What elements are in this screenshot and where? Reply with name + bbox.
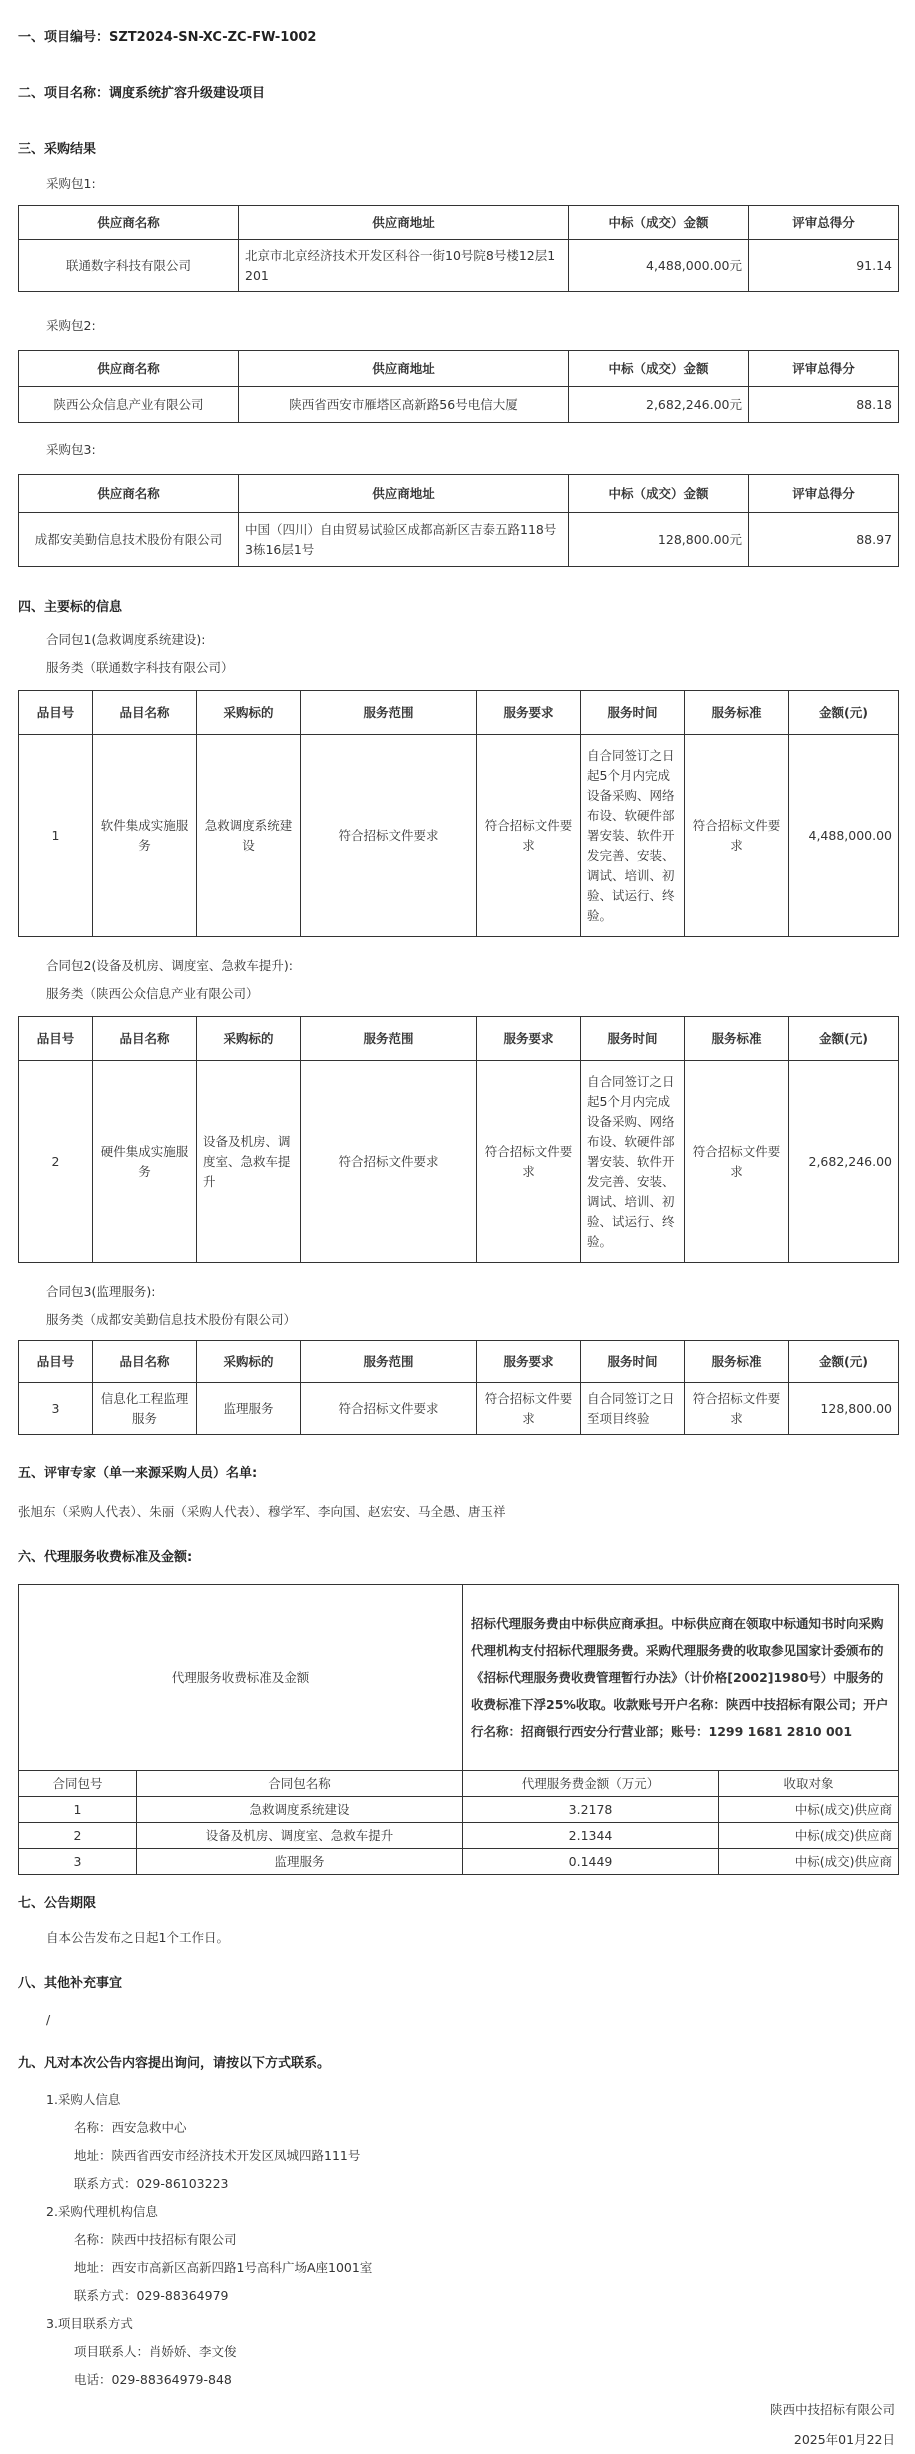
bid-amount: 128,800.00元 — [569, 513, 749, 567]
col-score: 评审总得分 — [749, 206, 899, 240]
package-2-table — [18, 350, 899, 423]
supplier-address: 陕西省西安市雁塔区高新路56号电信大厦 — [239, 387, 569, 423]
contract-2-label: 合同包2(设备及机房、调度室、急救车提升): — [46, 958, 293, 973]
supplier-name: 陕西公众信息产业有限公司 — [19, 387, 239, 423]
project-contact-phone: 电话：029-88364979-848 — [74, 2372, 232, 2387]
table-row — [19, 1823, 899, 1849]
col-supplier-address: 供应商地址 — [239, 351, 569, 387]
col-fee-amount: 代理服务费金额（万元） — [463, 1771, 719, 1797]
expert-list: 张旭东（采购人代表）、朱丽（采购人代表）、穆学军、李向国、赵宏安、马全愚、唐玉祥 — [18, 1504, 506, 1519]
supplier-address: 中国（四川）自由贸易试验区成都高新区吉泰五路118号3栋16层1号 — [239, 513, 569, 567]
item-no: 1 — [19, 735, 93, 937]
item-requirement: 符合招标文件要求 — [477, 735, 581, 937]
item-amount: 4,488,000.00 — [789, 735, 899, 937]
contract-1-table — [18, 690, 899, 937]
col-bid-amount: 中标（成交）金额 — [569, 475, 749, 513]
col-score: 评审总得分 — [749, 351, 899, 387]
col-target: 采购标的 — [197, 691, 301, 735]
project-contact-title: 3.项目联系方式 — [46, 2316, 133, 2331]
col-amount: 金额(元) — [789, 691, 899, 735]
bid-amount: 2,682,246.00元 — [569, 387, 749, 423]
score: 91.14 — [749, 240, 899, 292]
agency-address: 地址：西安市高新区高新四路1号高科广场A座1001室 — [74, 2260, 373, 2275]
col-supplier-address: 供应商地址 — [239, 475, 569, 513]
item-standard: 符合招标文件要求 — [685, 1061, 789, 1263]
col-target: 采购标的 — [197, 1341, 301, 1383]
col-supplier-name: 供应商名称 — [19, 475, 239, 513]
supplier-address: 北京市北京经济技术开发区科谷一街10号院8号楼12层1201 — [239, 240, 569, 292]
item-time: 自合同签订之日起5个月内完成设备采购、网络布设、软硬件部署安装、软件开发完善、安装、调试、培训、初验、试运行、终验。 — [581, 1061, 685, 1263]
section-title-main-items: 四、主要标的信息 — [18, 600, 123, 615]
col-score: 评审总得分 — [749, 475, 899, 513]
fee-contract-no: 2 — [19, 1823, 137, 1849]
fee-amount: 2.1344 — [463, 1823, 719, 1849]
table-row — [19, 1797, 899, 1823]
col-requirement: 服务要求 — [477, 691, 581, 735]
fee-standard-note: 招标代理服务费由中标供应商承担。中标供应商在领取中标通知书时向采购代理机构支付招标代理服务费。采购代理服务费的收取参见国家计委颁布的《招标代理服务费收费管理暂行办法》（计价格[2002]1980号）中服务的收费标准下浮25%收取。收款账号开户名称：陕西中技招标有限公司；开户行名称：招商银行西安分行营业部；账号：1299 1681 2810 001 — [463, 1585, 899, 1771]
fee-target: 中标(成交)供应商 — [719, 1849, 899, 1875]
fee-standard-label: 代理服务收费标准及金额 — [19, 1585, 463, 1771]
table-row — [19, 1849, 899, 1875]
col-bid-amount: 中标（成交）金额 — [569, 206, 749, 240]
col-contract-name: 合同包名称 — [137, 1771, 463, 1797]
footer-date: 2025年01月22日 — [793, 2432, 895, 2447]
col-item-name: 品目名称 — [93, 1017, 197, 1061]
col-target: 采购标的 — [197, 1017, 301, 1061]
col-item-no: 品目号 — [19, 1017, 93, 1061]
item-name: 硬件集成实施服务 — [93, 1061, 197, 1263]
score: 88.97 — [749, 513, 899, 567]
item-name: 信息化工程监理服务 — [93, 1383, 197, 1435]
section-title-contact: 九、凡对本次公告内容提出询问，请按以下方式联系。 — [18, 2056, 331, 2071]
item-target: 急救调度系统建设 — [197, 735, 301, 937]
fee-target: 中标(成交)供应商 — [719, 1797, 899, 1823]
col-supplier-name: 供应商名称 — [19, 351, 239, 387]
col-fee-target: 收取对象 — [719, 1771, 899, 1797]
item-requirement: 符合招标文件要求 — [477, 1383, 581, 1435]
section-title-agency-fee: 六、代理服务收费标准及金额: — [18, 1550, 193, 1565]
section-title-notice-period: 七、公告期限 — [18, 1896, 97, 1911]
purchaser-title: 1.采购人信息 — [46, 2092, 121, 2107]
item-standard: 符合招标文件要求 — [685, 735, 789, 937]
item-target: 设备及机房、调度室、急救车提升 — [197, 1061, 301, 1263]
col-supplier-address: 供应商地址 — [239, 206, 569, 240]
project-contact-person: 项目联系人：肖娇娇、李文俊 — [74, 2344, 237, 2359]
col-amount: 金额(元) — [789, 1341, 899, 1383]
fee-contract-no: 3 — [19, 1849, 137, 1875]
agency-fee-table — [18, 1584, 899, 1875]
col-time: 服务时间 — [581, 1341, 685, 1383]
col-item-no: 品目号 — [19, 691, 93, 735]
col-requirement: 服务要求 — [477, 1017, 581, 1061]
col-supplier-name: 供应商名称 — [19, 206, 239, 240]
package-2-label: 采购包2: — [46, 318, 96, 333]
fee-contract-name: 设备及机房、调度室、急救车提升 — [137, 1823, 463, 1849]
col-item-name: 品目名称 — [93, 691, 197, 735]
fee-amount: 3.2178 — [463, 1797, 719, 1823]
fee-contract-name: 急救调度系统建设 — [137, 1797, 463, 1823]
agency-name: 名称：陕西中技招标有限公司 — [74, 2232, 237, 2247]
item-standard: 符合招标文件要求 — [685, 1383, 789, 1435]
fee-contract-name: 监理服务 — [137, 1849, 463, 1875]
col-standard: 服务标准 — [685, 1341, 789, 1383]
item-requirement: 符合招标文件要求 — [477, 1061, 581, 1263]
footer-organization: 陕西中技招标有限公司 — [769, 2402, 895, 2417]
contract-3-label: 合同包3(监理服务): — [46, 1284, 156, 1299]
item-scope: 符合招标文件要求 — [301, 1383, 477, 1435]
item-target: 监理服务 — [197, 1383, 301, 1435]
section-title-experts: 五、评审专家（单一来源采购人员）名单: — [18, 1466, 258, 1481]
notice-period-text: 自本公告发布之日起1个工作日。 — [46, 1930, 229, 1945]
section-title-results: 三、采购结果 — [18, 142, 97, 157]
contract-2-type: 服务类（陕西公众信息产业有限公司） — [46, 986, 259, 1001]
agency-phone: 联系方式：029-88364979 — [74, 2288, 229, 2303]
purchaser-phone: 联系方式：029-86103223 — [74, 2176, 229, 2191]
col-contract-no: 合同包号 — [19, 1771, 137, 1797]
col-time: 服务时间 — [581, 691, 685, 735]
col-requirement: 服务要求 — [477, 1341, 581, 1383]
col-standard: 服务标准 — [685, 691, 789, 735]
item-amount: 2,682,246.00 — [789, 1061, 899, 1263]
col-amount: 金额(元) — [789, 1017, 899, 1061]
other-text: / — [46, 2012, 51, 2027]
fee-amount: 0.1449 — [463, 1849, 719, 1875]
item-amount: 128,800.00 — [789, 1383, 899, 1435]
purchaser-address: 地址：陕西省西安市经济技术开发区凤城四路111号 — [74, 2148, 361, 2163]
col-time: 服务时间 — [581, 1017, 685, 1061]
section-title-other: 八、其他补充事宜 — [18, 1976, 123, 1991]
contract-3-table — [18, 1340, 899, 1435]
package-1-table — [18, 205, 899, 292]
bid-amount: 4,488,000.00元 — [569, 240, 749, 292]
col-scope: 服务范围 — [301, 691, 477, 735]
col-item-no: 品目号 — [19, 1341, 93, 1383]
supplier-name: 成都安美勤信息技术股份有限公司 — [19, 513, 239, 567]
item-scope: 符合招标文件要求 — [301, 1061, 477, 1263]
fee-contract-no: 1 — [19, 1797, 137, 1823]
contract-3-type: 服务类（成都安美勤信息技术股份有限公司） — [46, 1312, 297, 1327]
item-name: 软件集成实施服务 — [93, 735, 197, 937]
item-no: 2 — [19, 1061, 93, 1263]
col-item-name: 品目名称 — [93, 1341, 197, 1383]
supplier-name: 联通数字科技有限公司 — [19, 240, 239, 292]
agency-title: 2.采购代理机构信息 — [46, 2204, 158, 2219]
project-number: 一、项目编号：SZT2024-SN-XC-ZC-FW-1002 — [18, 30, 317, 45]
col-scope: 服务范围 — [301, 1017, 477, 1061]
purchaser-name: 名称：西安急救中心 — [74, 2120, 187, 2135]
item-no: 3 — [19, 1383, 93, 1435]
score: 88.18 — [749, 387, 899, 423]
package-3-label: 采购包3: — [46, 442, 96, 457]
item-time: 自合同签订之日至项目终验 — [581, 1383, 685, 1435]
contract-1-label: 合同包1(急救调度系统建设): — [46, 632, 206, 647]
package-1-label: 采购包1: — [46, 176, 96, 191]
fee-target: 中标(成交)供应商 — [719, 1823, 899, 1849]
package-3-table — [18, 474, 899, 567]
contract-1-type: 服务类（联通数字科技有限公司） — [46, 660, 234, 675]
col-bid-amount: 中标（成交）金额 — [569, 351, 749, 387]
project-name: 二、项目名称：调度系统扩容升级建设项目 — [18, 86, 266, 101]
col-scope: 服务范围 — [301, 1341, 477, 1383]
contract-2-table — [18, 1016, 899, 1263]
item-time: 自合同签订之日起5个月内完成设备采购、网络布设、软硬件部署安装、软件开发完善、安装、调试、培训、初验、试运行、终验。 — [581, 735, 685, 937]
col-standard: 服务标准 — [685, 1017, 789, 1061]
item-scope: 符合招标文件要求 — [301, 735, 477, 937]
